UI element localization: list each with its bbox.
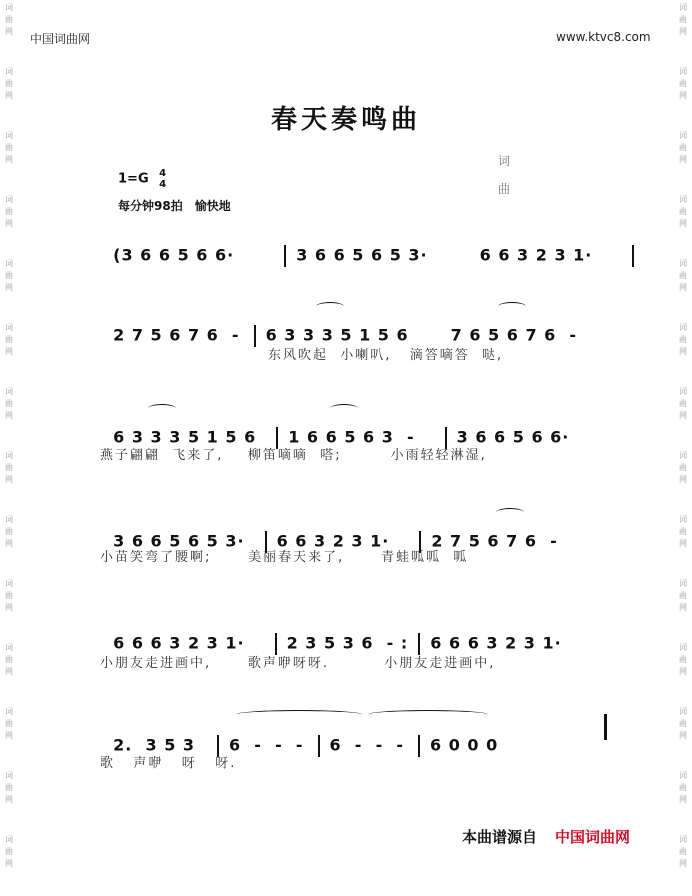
watermark-text: 词 曲 网 [5, 323, 13, 356]
site-url-header: www.ktvc8.com [556, 30, 651, 44]
slur [330, 404, 358, 413]
score-bar: 6 6 6 3 2 3 1· [430, 633, 562, 653]
site-name-header: 中国词曲网 [30, 32, 91, 46]
watermark-text: 词 曲 网 [679, 387, 687, 420]
watermark-text: 词 曲 网 [679, 515, 687, 548]
score-bar: 6 6 3 2 3 1· [276, 531, 390, 551]
lyrics-line-6: 歌 声咿 呀 呀. [100, 756, 237, 771]
time-signature-top: 4 [159, 168, 167, 179]
tie [236, 710, 362, 719]
barline [284, 245, 286, 267]
watermark-text: 词 曲 网 [5, 387, 13, 420]
watermark-text: 词 曲 网 [679, 259, 687, 292]
watermark-text: 词 曲 网 [5, 67, 13, 100]
score-bar: 2 7 5 6 7 6 - [431, 531, 558, 551]
key-signature [118, 168, 166, 190]
watermark-text: 词 曲 网 [679, 131, 687, 164]
score-bar: 3 6 6 5 6 5 3· [113, 531, 245, 551]
tempo-bpm: 每分钟98拍 [118, 199, 183, 213]
tempo-marking [118, 197, 231, 214]
score-bar: 6 6 6 3 2 3 1· [113, 633, 245, 653]
lyrics-line-3: 燕子翩翩 飞来了, 柳笛嘀嘀 嗒; 小雨轻轻淋湿, [100, 448, 487, 463]
barline [254, 325, 256, 347]
score-bar: 3 6 6 5 6 5 3· [296, 245, 428, 265]
watermark-text: 词 曲 网 [5, 579, 13, 612]
lyrics-line-2: 东风吹起 小喇叭, 滴答嘀答 哒, [268, 348, 504, 363]
watermark-text: 词 曲 网 [679, 579, 687, 612]
watermark-text: 词 曲 网 [5, 451, 13, 484]
score-line-6 [100, 716, 499, 755]
watermark-text: 词 曲 网 [5, 707, 13, 740]
score-bar: 2 7 5 6 7 6 - [113, 325, 240, 345]
score-bar: 2 3 5 3 6 - : [286, 633, 409, 653]
watermark-text: 词 曲 网 [679, 323, 687, 356]
score-bar: 6 6 3 2 3 1· [479, 245, 593, 265]
watermark-text: 词 曲 网 [5, 835, 13, 868]
watermark-text: 词 曲 网 [5, 515, 13, 548]
key-text: 1=G [118, 171, 149, 187]
lyrics-line-5: 小朋友走进画中, 歌声咿呀呀. 小朋友走进画中, [100, 656, 496, 671]
score-bar: 3 6 6 5 6 6· [456, 427, 570, 447]
barline [632, 245, 634, 267]
watermark-text: 词 曲 网 [679, 707, 687, 740]
watermark-text: 词 曲 网 [5, 643, 13, 676]
watermark-text: 词 曲 网 [5, 259, 13, 292]
tie [368, 710, 488, 719]
tempo-mood: 愉快地 [194, 199, 231, 213]
slur [498, 302, 526, 311]
watermark-text: 词 曲 网 [5, 131, 13, 164]
source-brand-link[interactable]: 中国词曲网 [555, 828, 631, 846]
score-bar: 2. 3 5 3 [113, 735, 196, 755]
watermark-text: 词 曲 网 [679, 3, 687, 36]
song-title: 春天奏鸣曲 [270, 105, 421, 135]
barline [418, 735, 420, 757]
score-line-4 [100, 512, 558, 551]
slur [148, 404, 176, 413]
watermark-text: 词 曲 网 [679, 195, 687, 228]
score-bar: 6 0 0 0 [430, 735, 499, 755]
lyricist-credit: 词 [498, 154, 513, 168]
score-bar: 6 - - - [229, 735, 304, 755]
score-bar: 7 6 5 6 7 6 - [450, 325, 578, 345]
watermark-text: 词 曲 网 [5, 771, 13, 804]
watermark-text: 词 曲 网 [679, 451, 687, 484]
score-bar: (3 6 6 5 6 6· [113, 245, 235, 265]
slur [496, 508, 524, 517]
time-signature [159, 168, 166, 190]
lyrics-line-4: 小苗笑弯了腰啊; 美丽春天来了, 青蛙呱呱 呱 [100, 550, 469, 565]
time-signature-bottom: 4 [159, 179, 167, 190]
final-barline [604, 714, 607, 740]
watermark-text: 词 曲 网 [679, 771, 687, 804]
score-line-5 [100, 614, 562, 653]
source-label: 本曲谱源自 [462, 828, 538, 846]
watermark-text: 词 曲 网 [679, 67, 687, 100]
score-bar: 6 3 3 3 5 1 5 6 [113, 427, 257, 447]
watermark-text: 词 曲 网 [5, 3, 13, 36]
watermark-text: 词 曲 网 [679, 643, 687, 676]
score-bar: 6 - - - [329, 735, 404, 755]
score-bar: 1 6 6 5 6 3 - [288, 427, 415, 447]
source-footer [462, 826, 630, 847]
score-bar: 6 3 3 3 5 1 5 6 [265, 325, 409, 345]
composer-credit: 曲 [498, 182, 513, 196]
score-line-1 [100, 226, 644, 265]
barline [318, 735, 320, 757]
watermark-text: 词 曲 网 [679, 835, 687, 868]
watermark-text: 词 曲 网 [5, 195, 13, 228]
slur [316, 302, 344, 311]
